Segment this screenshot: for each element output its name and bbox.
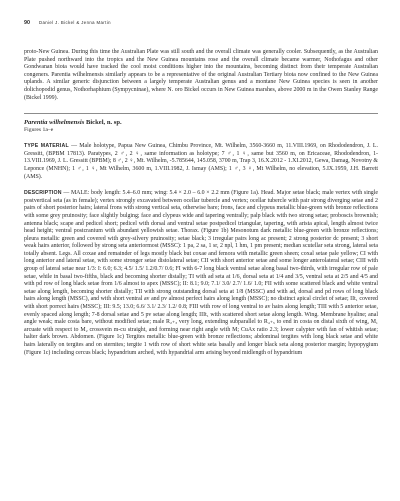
running-header: [24, 20, 378, 32]
species-author: Bickel, n. sp.: [85, 119, 122, 127]
description-text: — MALE: body length: 5.4–6.0 mm; wing: 5.4 × 2.0 – 6.0 × 2.2 mm (Figure 1a). Head. Major setae black; male vertex with single postvertical seta (as in female); vertex strongly excavated between ocellar tubercle and vertex; ocellar tubercle with pair strong diverging setae and 2 pairs of short posterior hairs; lateral frons with strong vertical seta, otherwise bare; frons, face and clypeus metallic blue-green with bronze reflections with some grey pruinosity; face slightly bulging; face and clypeus wide and tapering ventrally; palp black with two strong setae; proboscis brownish; antenna black; scape and pedicel short; pedicel with dorsal and ventral setae postpedicel triangular, tapering, with arista apical, length almost twice head height; ventral postcranium with abundant yellowish setae. Thorax. (Figure 1b) Mesonotum dark metallic blue-green with bronze reflections; pleura metallic green and covered with grey-silvery pruinosity; setae black; 3 irregular pairs long ac present; 2 strong posterior dc present; 3 short weak hairs anterior, followed by strong seta anteriormost (MSSC): 1 pa, 2 sa, 1 sr, 2 npl, 1 hm, 1 pm present; median scutellar seta strong, lateral seta totally absent. Legs. All coxae and remainder of legs mostly black but coxae and femora with metallic green sheen; coxal setae pale yellow; CI with long anterior and lateral setae, with some stronger setae distolateral setae; CII with short anterior setae and some longer anterolateral setae; CIII with group of lateral setae near 1/3: I: 6.0; 6.3; 4.5/ 1.5/ 1.2/0.7/ 0.6; FI with 6-7 long black ventral setae along basal two-thirds, with irregular row of pale setae, while in basal two-fifths, black and becoming shorter distally; TI with ad seta at 1/6, dorsal seta at 1/4 and 3/5, ventral seta at 2/5 and 4/5 and with pd row of long black setae from 1/6 almost to apex (MSSC); II: 8.1; 9.0; 7.1/ 3.0/ 2.7/ 1.6/ 1.0; FII with some scattered black and white ventral setae along length, becoming shorter distally; TII with strong outstanding dorsal seta at 1/8 (MSSC) and with ad, dorsal and pd rows of long black hairs along length (MSSC), and with short ventral av and pv almost perfect hairs along length (MSSC); no distinct apical circlet of setae; IIt₁ covered with short porrect hairs (MSSC); III: 9.5; 13.0; 6.6/ 3.1/ 2.3/ 1.2/ 0.8; FIII with row of long ventral to av hairs along length; TIII with 5 anterior setae, evenly spaced along length; 7-8 dorsal setae and 5 pv setae along length; IIIt₁ with scattered short setae along length. Wing. Membrane hyaline; anal angle weak; male costa bare, without modified setae; male R₂₊₃ very long, extending subparallel to R₄₊₅ to end in costa on distal sixth of wing, M₁ arcuate with respect to M₂ crossvein m-cu straight, and forming near right angle with M; CuAx ratio 2.3; lower calypter with fan of whitish setae; halter dark brown. Abdomen. (Figure 1c) Tergites metallic blue-green with bronze reflections; abdominal tergites with long black setae and white hairs laterally on tergites and on sternites; tergite 1 with row of short white seta basally and longer black seta along posterior margin; hypopygium (Figure 1c) including cercus black; hypandrium arched, with hypandrial arm arising beyond midlength of hypandrium: [24, 190, 378, 356]
page-number: 90: [24, 20, 30, 26]
species-name: Parentia wilhelmensis: [24, 119, 85, 127]
running-head: Daniel J. Bickel & Jenna Martin: [39, 20, 111, 25]
intro-paragraph: proto-New Guinea. During this time the Australian Plate was still south and the overall climate was generally cooler. Subsequently, as the Australian Plate pushed northward into the tropics and the New Guinea mountains rose and the overall climate became warmer, Nothofagus and other Gondwanan biota would have tracked the cool moist conditions higher into the mountains, becoming distinct from their temperate Australian congeners. Parentia wilhelmensis similarly appears to be a representative of the original Australian Tertiary biota now confined to the New Guinea uplands. A similar generic disjunction between a largely temperate Australian genus and a montane New Guinea species is seen in another dolichopodid genus, Nothorhaphium (Sympycninae), where N. oro Bickel occurs in New Guinea marshes, above 2000 m in the Owen Stanley Range (Bickel 1999).: [24, 49, 378, 101]
figure-reference: Figures 1a–e: [24, 127, 54, 134]
description-paragraph: [24, 190, 378, 357]
page: [24, 20, 378, 357]
type-material-paragraph: [24, 143, 378, 181]
type-material-label: TYPE MATERIAL: [24, 143, 69, 150]
type-material-text: — Male holotype, Papua New Guinea, Chimbu Province, Mt. Wilhelm, 3560-3660 m, 11.VIII.1969, on Rhododendron, J. L. Gressitt, (BPBM 17813). Paratypes, 2 ♂, 2 ♀, same information as holotype; 7 ♂, 1 ♀, same but 3560 m, on Ericaceae, Rhododendron, 1-13.VIII.1969, J. L. Gressitt (BPBM); 8 ♂, 2 ♀, Mt. Wilhelm, -5.785644, 145.058, 3700 m, Trap 3, 16.X.2012 - 1.XI.2012, Gewa, Damag, Novotny & Leponce (MNHN); 1 ♂, 1 ♀, Mt Wilhelm, 3600 m, 1.VIII.1982, J. Ismay (AMS); 1 ♂, 3 ♀, Mt Wilhelm, no elevation, 5.IX.1959, J.H. Barrett (AMS).: [24, 143, 378, 180]
description-label: DESCRIPTION: [24, 190, 62, 197]
species-heading: [24, 113, 378, 127]
